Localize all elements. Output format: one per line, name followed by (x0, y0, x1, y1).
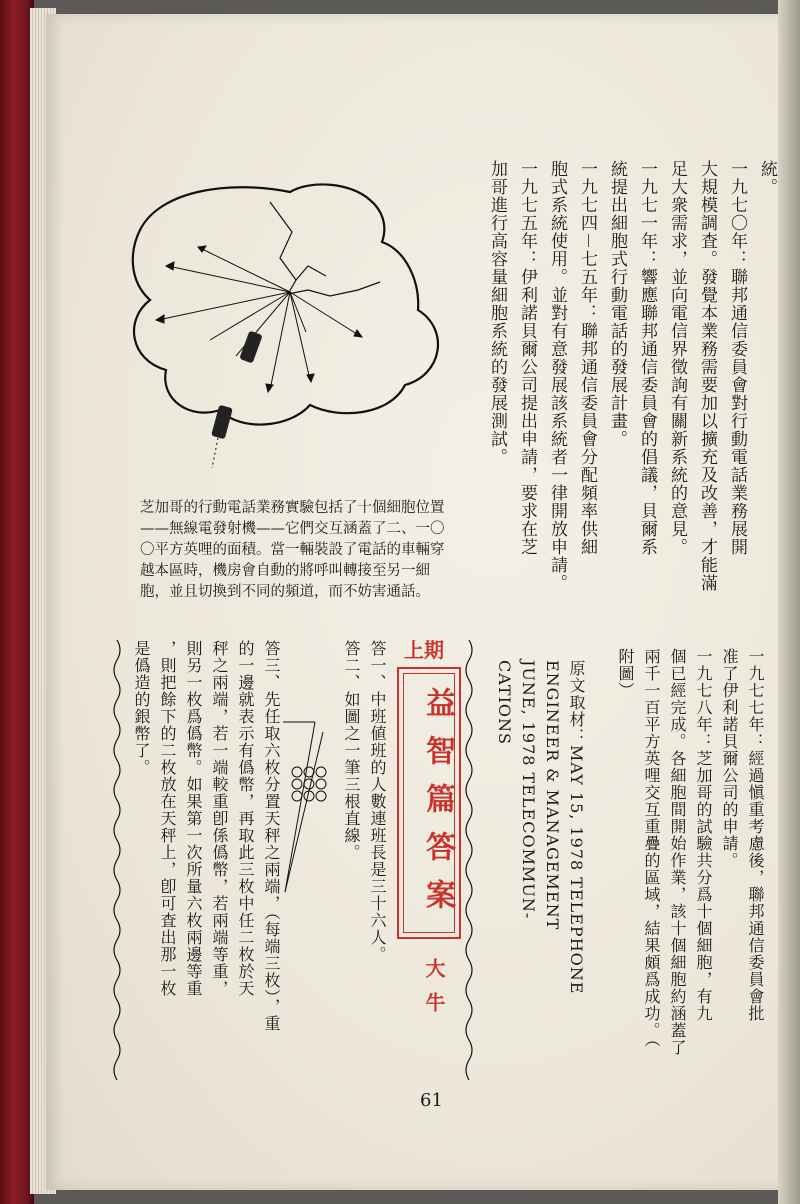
timeline-line: 一九七四－七五年：聯邦通信委員會分配頻率供細 (577, 160, 597, 556)
book-cover-spine (0, 0, 34, 1204)
issue-label: 上期 (404, 638, 444, 662)
radio-links (156, 246, 362, 392)
quiz-answer-line: ，則把餘下的二枚放在天秤上，卽可査出那一枚 (158, 640, 177, 997)
city-boundary (270, 202, 380, 296)
quiz-answer-3 (128, 640, 284, 1080)
timeline-line: 附圖） (616, 648, 635, 699)
quiz-answer-line: 的一邊就表示有僞幣，再取此三枚中任二枚於天 (236, 640, 255, 997)
timeline-line: 統提出細胞式行動電話的發展計畫。 (607, 160, 627, 448)
source-line: ENGINEER & MANAGEMENT (543, 660, 562, 931)
page-number: 61 (420, 1090, 443, 1111)
source-line: JUNE, 1978 TELECOMMUN- (519, 660, 538, 920)
car-path (212, 438, 218, 468)
quiz-answer: 答一、中班値班的人數連班長是三十六人。 (368, 640, 387, 963)
timeline-line: 大規模調査。發覺本業務需要加以擴充及改善，才能滿 (697, 160, 717, 592)
timeline-bottom (612, 648, 768, 1068)
timeline-line: 統。 (757, 160, 777, 196)
quiz-byline: 大牛 (422, 958, 446, 1026)
quiz-answers-1-2 (338, 640, 390, 963)
timeline-line: 一九七〇年：聯邦通信委員會對行動電話業務展開 (727, 160, 747, 556)
source-line: 原文取材：MAY 15, 1978 TELEPHONE (567, 660, 586, 995)
quiz-answer-line: 是僞造的銀幣了。 (132, 640, 151, 776)
source-line: CATIONS (495, 660, 514, 745)
timeline-top (482, 160, 782, 592)
timeline-line: 胞式系統使用。並對有意發展該系統者一律開放申請。 (547, 160, 567, 592)
timeline-line: 個已經完成。各細胞間開始作業，該十個細胞約涵蓋了 (668, 648, 687, 1056)
chicago-cell-map (120, 170, 450, 470)
timeline-line: 加哥進行高容量細胞系統的發展測試。 (487, 160, 507, 466)
three-lines-puzzle-figure (275, 712, 337, 902)
timeline-line: 准了伊利諾貝爾公司的申請。 (720, 648, 739, 869)
quiz-answer-line: 秤之兩端，若一端較重卽係僞幣，若兩端等重， (210, 640, 229, 997)
quiz-answer-line: 答三、先任取六枚分置天秤之兩端，（每端三枚），重 (262, 640, 281, 1032)
figure-caption: 芝加哥的行動電話業務實驗包括了十個細胞位置——無線電發射機——它們交互涵蓋了二、一〇〇平方英哩的面積。當一輛裝設了電話的車輛穿越本區時，機房會自動的將呼叫轉接至另一細胞，並且切換到不同的頻道，而不妨害通話。 (140, 500, 445, 600)
quiz-answer-line: 則另一枚爲僞幣。如果第一次所量六枚兩邊等重 (184, 640, 203, 997)
wavy-divider-left (110, 640, 124, 1080)
car-icon (211, 331, 263, 440)
source-citation (492, 660, 588, 1080)
coverage-outline (133, 184, 438, 424)
quiz-title: 益智篇答案 (420, 687, 455, 927)
quiz-answer: 答二、如圖之一筆三根直線。 (342, 640, 361, 861)
timeline-line: 足大衆需求，並向電信界徵詢有關新系統的意見。 (667, 160, 687, 556)
timeline-line: 一九七五年：伊利諾貝爾公司提出申請，要求在芝 (517, 160, 537, 556)
timeline-line: 一九七一年：響應聯邦通信委員會的倡議，貝爾系 (637, 160, 657, 556)
timeline-line: 兩千一百平方英哩交互重疊的區域，結果頗爲成功。（ (642, 648, 661, 1048)
timeline-line: 一九七八年：芝加哥的試驗共分爲十個細胞，有九 (694, 648, 713, 1022)
timeline-line: 一九七七年：經過愼重考慮後，聯邦通信委員會批 (746, 648, 765, 1022)
wavy-divider-right (462, 640, 476, 1080)
quiz-title-box (397, 667, 461, 939)
